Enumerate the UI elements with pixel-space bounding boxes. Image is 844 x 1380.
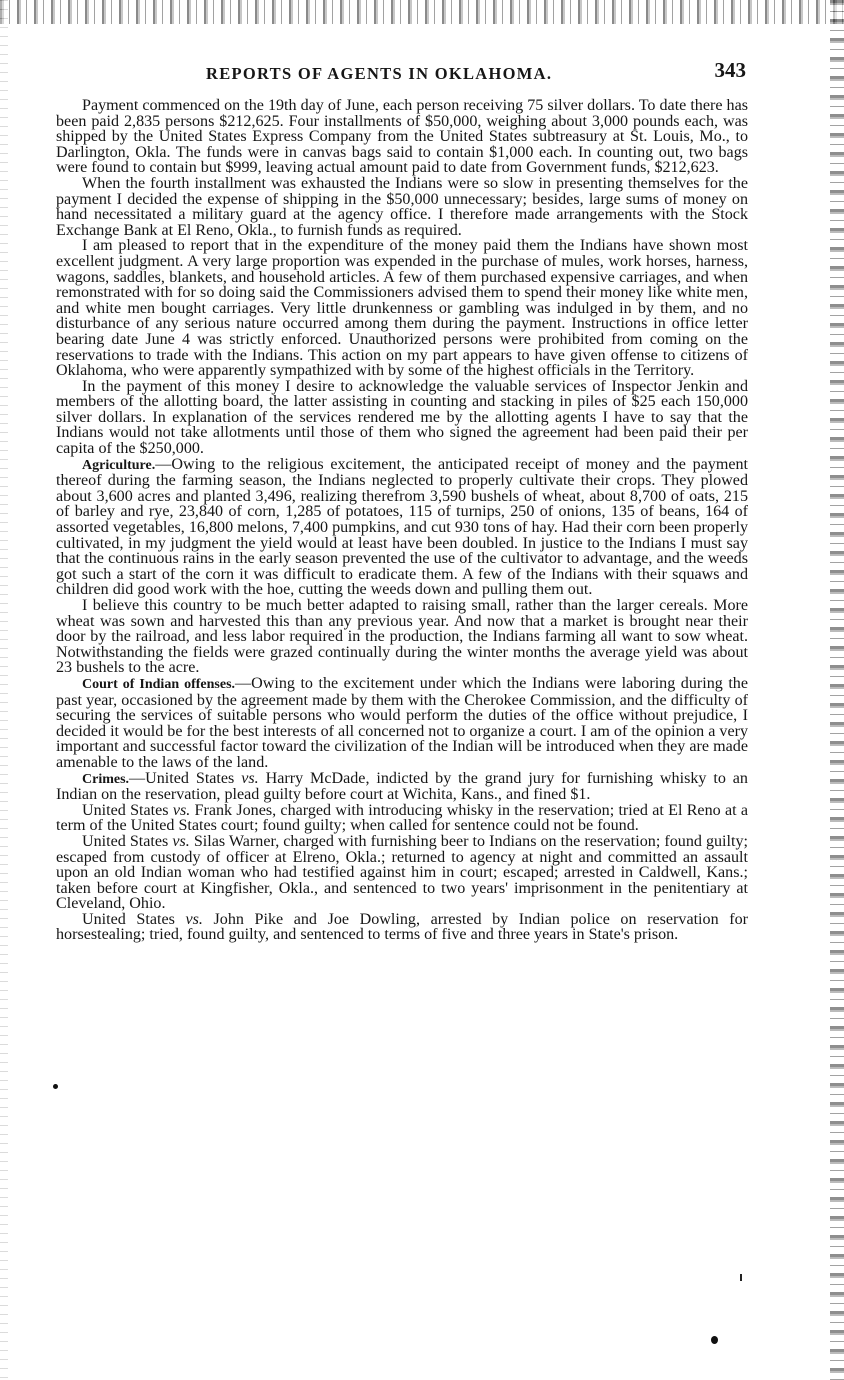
versus-label: vs.: [241, 769, 259, 787]
case-jones-rest: Frank Jones, charged with introducing whisky in the reservation; tried at El Reno at a term of the United States court; found guilty; when called for sentence could not be found.: [56, 801, 748, 835]
run-in-heading-court: Court of Indian offenses.: [82, 676, 236, 692]
case-warner-rest: Silas Warner, charged with furnishing beer to Indians on the reservation; found guilty; escaped from custody of officer at Elreno, Okla.; returned to agency at night and committed an assault upon an old Indian woman who had testified against him in court; escaped; arrested in Caldwell, Kans.; taken before court at Kingfisher, Okla., and sentenced to two years' imprisonment in the penitentiary at Cleveland, Ohio.: [56, 832, 748, 913]
paragraph-expenditure: I am pleased to report that in the expenditure of the money paid them the Indians have shown most excellent judgment. A very large proportion was expended in the purchase of mules, work horses, harness, wagons, saddles, blankets, and household articles. A few of them purchased expensive carriages, and when remonstrated with for so doing said the Commissioners advised them to spend their money like white men, and white men bought carriages. Very little drunkenness or gambling was indulged in by them, and no disturbance of any serious nature occurred among them during the payment. Instructions in office letter bearing date June 4 was strictly enforced. Unauthorized persons were prohibited from coming on the reservations to trade with the Indians. This action on my part appears to have given offense to citizens of Oklahoma, who were apparently sympathized with by some of the highest officials in the Territory.: [56, 237, 748, 380]
page-edge-left: [0, 0, 8, 1380]
case-jones-start: United States: [82, 801, 169, 819]
case-warner-start: United States: [82, 832, 169, 850]
page-header: [56, 58, 746, 88]
case-pike-rest: John Pike and Joe Dowling, arrested by Indian police on reservation for horsestealing; tried, found guilty, and sentenced to terms of five and three years in State's prison.: [56, 910, 748, 944]
paragraph-fourth-installment: When the fourth installment was exhausted the Indians were so slow in presenting themselves for the payment I decided the expense of shipping in the $50,000 unnecessary; besides, large sums of money on hand necessitated a military guard at the agency office. I therefore made arrangements with the Stock Exchange Bank at El Reno, Okla., to furnish funds as required.: [56, 174, 748, 239]
paragraph-cereals: I believe this country to be much better adapted to raising small, rather than the larger cereals. More wheat was sown and harvested this than any previous year. And now that a market is brought near their door by the railroad, and less labor required in the production, the Indians farming all want to sow wheat. Notwithstanding the fields were grazed continually during the winter months the average yield was about 23 bushels to the acre.: [56, 597, 748, 677]
run-in-heading-agriculture: Agriculture.: [82, 457, 156, 473]
running-head: REPORTS OF AGENTS IN OKLAHOMA.: [206, 64, 553, 83]
versus-label: vs.: [172, 801, 191, 819]
versus-label: vs.: [172, 832, 190, 850]
versus-label: vs.: [185, 910, 203, 928]
ink-speck: [53, 1084, 58, 1089]
paragraph-case-warner: [56, 834, 748, 912]
paragraph-court: [56, 676, 748, 771]
paragraph-case-pike-dowling: [56, 912, 748, 943]
ink-speck: [740, 1274, 742, 1281]
court-text: —Owing to the excitement under which the Indians were laboring during the past year, occasioned by the agreement made by them with the Cherokee Commission, and the difficulty of securing the services of suitable persons who would perform the duties of the office without prejudice, I decided it would be for the best interests of all concerned not to organize a court. I am of the opinion a very important and successful factor toward the civilization of the Indian will be introduced when they are made amenable to the laws of the land.: [56, 674, 748, 771]
paragraph-payment: Payment commenced on the 19th day of June, each person receiving 75 silver dollars. To date there has been paid 2,835 persons $212,625. Four installments of $50,000, weighing about 3,000 pounds each, was shipped by the United States Express Company from the United States subtreasury at St. Louis, Mo., to Darlington, Okla. The funds were in canvas bags said to contain $1,000 each. In counting out, two bags were found to contain but $999, leaving actual amount paid to date from Government funds, $212,623.: [56, 97, 748, 177]
run-in-heading-crimes: Crimes.: [82, 771, 130, 787]
paragraph-agriculture: [56, 457, 748, 598]
crimes-text-rest: Harry McDade, indicted by the grand jury for furnishing whisky to an Indian on the reservation, plead guilty before court at Wichita, Kans., and fined $1.: [56, 769, 748, 804]
agriculture-text: —Owing to the religious excitement, the anticipated receipt of money and the payment thereof during the farming season, the Indians neglected to properly cultivate their crops. They plowed about 3,600 acres and planted 3,496, realizing therefrom 3,590 bushels of wheat, about 8,700 of oats, 215 of barley and rye, 23,840 of corn, 1,285 of potatoes, 115 of turnips, 250 of onions, 135 of beans, 164 of assorted vegetables, 16,800 melons, 7,400 pumpkins, and cut 930 tons of hay. Had their corn been properly cultivated, in my judgment the yield would at least have been doubled. In justice to the Indians I must say that the continuous rains in the early season prevented the use of the cultivator to advantage, and the weeds got such a start of the corn it was difficult to eradicate them. A few of the Indians with their squaws and children did good work with the hoe, cutting the weeds down and pulling them out.: [56, 455, 748, 599]
torn-page-edge-right: [830, 0, 844, 1380]
paragraph-acknowledgment: In the payment of this money I desire to acknowledge the valuable services of Inspector Jenkin and members of the allotting board, the latter assisting in counting and stacking in piles of $25 each 150,000 silver dollars. In explanation of the services rendered me by the allotting agents I have to say that the Indians would not take allotments until those of them who signed the agreement had been paid their per capita of the $250,000.: [56, 377, 748, 458]
torn-page-edge-top: [0, 0, 844, 24]
paragraph-case-jones: [56, 803, 748, 834]
page-number: 343: [714, 58, 746, 82]
ink-blot: [711, 1336, 718, 1344]
paragraph-crimes: [56, 771, 748, 803]
crimes-text-start: —United States: [129, 769, 235, 787]
report-body: [56, 98, 748, 943]
case-pike-start: United States: [82, 910, 175, 928]
